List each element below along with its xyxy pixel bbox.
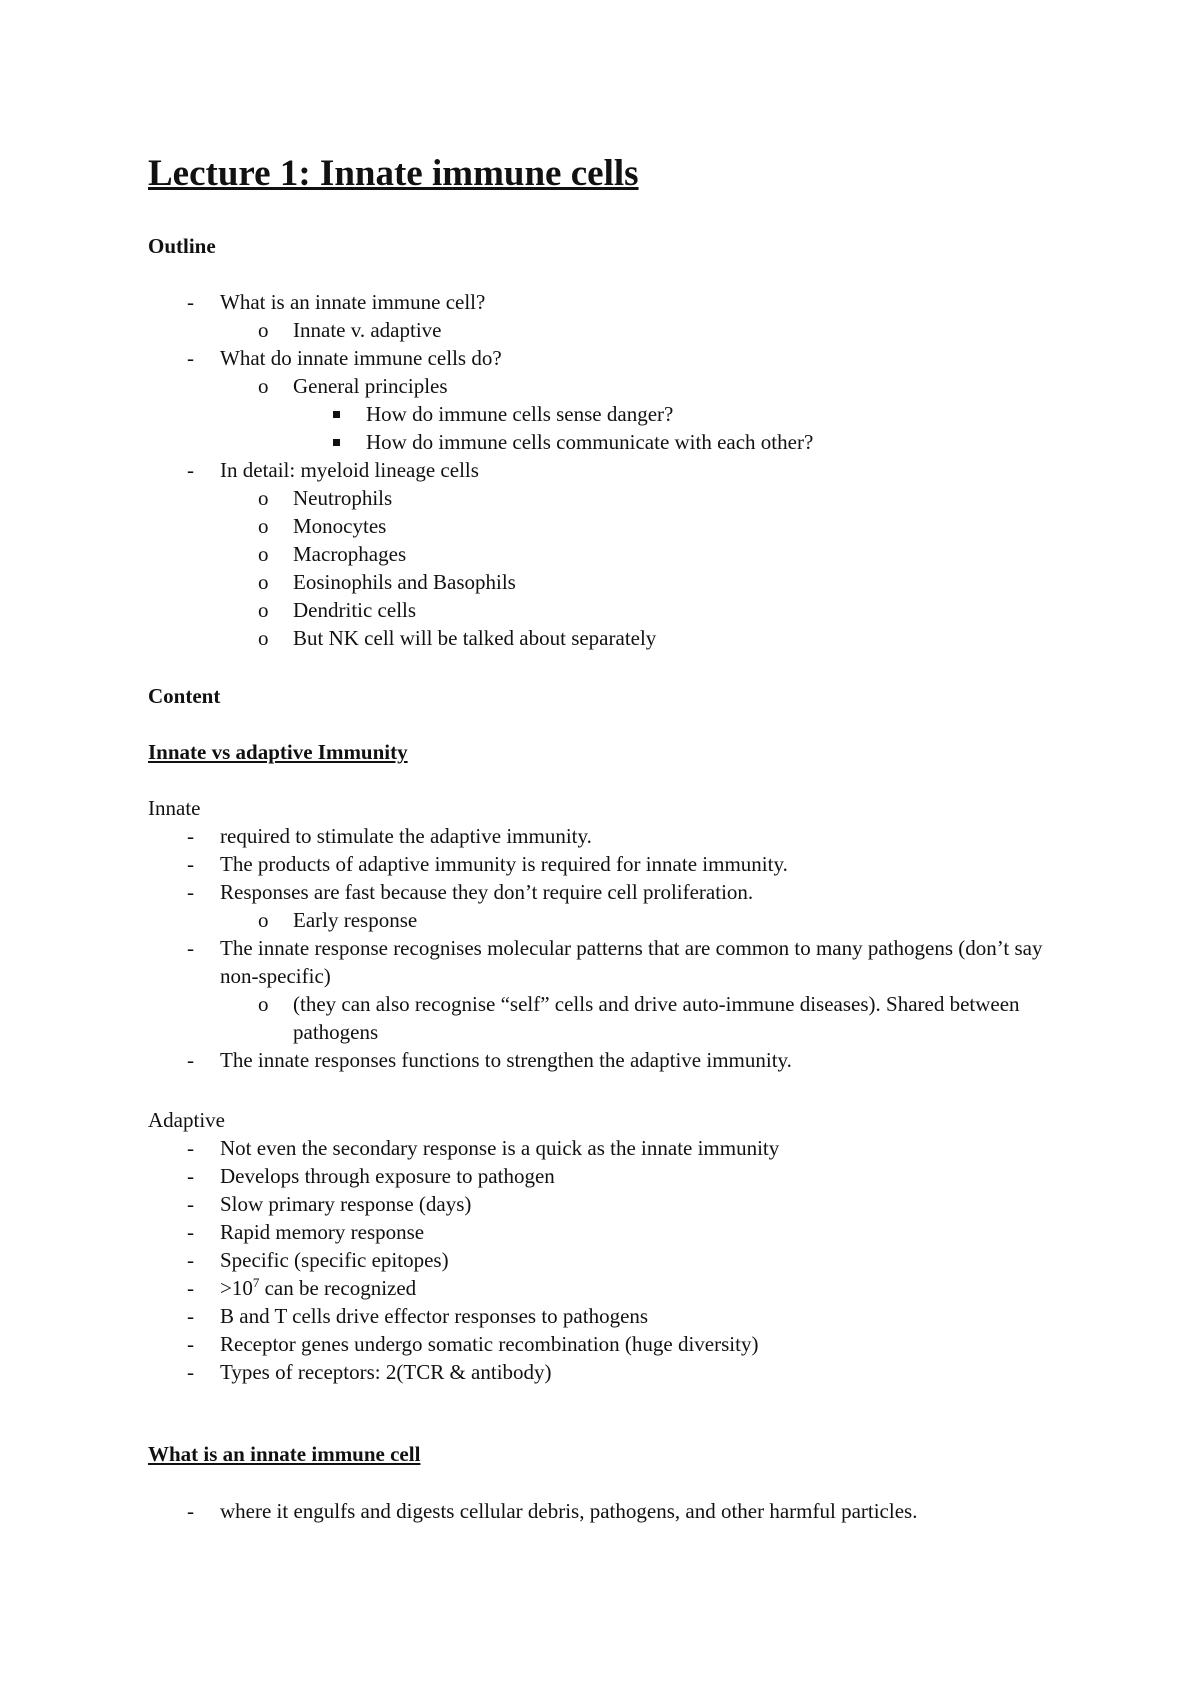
- dash-bullet-icon: -: [187, 1499, 194, 1523]
- list-item: [0, 344, 1200, 372]
- dash-bullet-icon: -: [187, 1164, 194, 1188]
- circle-bullet-icon: o: [258, 626, 269, 650]
- dash-bullet-icon: -: [187, 1332, 194, 1356]
- list-item-text: What do innate immune cells do?: [220, 346, 502, 370]
- circle-bullet-icon: o: [258, 570, 269, 594]
- list-item: [0, 596, 1200, 624]
- list-item: [0, 540, 1200, 568]
- circle-bullet-icon: o: [258, 486, 269, 510]
- list-item-text: How do immune cells communicate with each other?: [366, 430, 814, 454]
- list-item-text: Not even the secondary response is a quick as the innate immunity: [220, 1136, 780, 1160]
- list-item: [0, 624, 1200, 652]
- list-item-text: How do immune cells sense danger?: [366, 402, 674, 426]
- list-item-text: In detail: myeloid lineage cells: [220, 458, 479, 482]
- list-item: [0, 1046, 1200, 1074]
- dash-bullet-icon: -: [187, 1304, 194, 1328]
- innate-cell-heading: What is an innate immune cell: [148, 1442, 421, 1466]
- list-item-text: Specific (specific epitopes): [220, 1248, 449, 1272]
- list-item-text: Rapid memory response: [220, 1220, 425, 1244]
- dash-bullet-icon: -: [187, 290, 194, 314]
- list-item: [0, 878, 1200, 906]
- dash-bullet-icon: -: [187, 458, 194, 482]
- dash-bullet-icon: -: [187, 1136, 194, 1160]
- list-item: [0, 316, 1200, 344]
- list-item: [0, 906, 1200, 934]
- adaptive-list: [0, 1134, 1200, 1386]
- list-item-text-after: can be recognized: [259, 1276, 417, 1300]
- list-item-text: But NK cell will be talked about separately: [293, 626, 657, 650]
- list-item-text: B and T cells drive effector responses to pathogens: [220, 1304, 649, 1328]
- list-item: [0, 1330, 1200, 1358]
- list-item: [0, 822, 1200, 850]
- dash-bullet-icon: -: [187, 1192, 194, 1216]
- dash-bullet-icon: -: [187, 1048, 194, 1072]
- list-item: [0, 1358, 1200, 1386]
- circle-bullet-icon: o: [258, 514, 269, 538]
- list-item: [0, 1218, 1200, 1246]
- circle-bullet-icon: o: [258, 374, 269, 398]
- circle-bullet-icon: o: [258, 542, 269, 566]
- dash-bullet-icon: -: [187, 1276, 194, 1300]
- list-item: [0, 568, 1200, 596]
- list-item-text: Develops through exposure to pathogen: [220, 1164, 555, 1188]
- dash-bullet-icon: -: [187, 824, 194, 848]
- page-title: Lecture 1: Innate immune cells: [148, 153, 639, 194]
- circle-bullet-icon: o: [258, 908, 269, 932]
- list-item-text: Early response: [293, 908, 418, 932]
- list-item: [0, 512, 1200, 540]
- list-item: [0, 934, 1050, 990]
- adaptive-label: Adaptive: [148, 1108, 225, 1132]
- list-item: [0, 990, 1053, 1046]
- circle-bullet-icon: o: [258, 992, 269, 1016]
- list-item-text: Receptor genes undergo somatic recombination (huge diversity): [220, 1332, 759, 1356]
- square-bullet-icon: [333, 439, 340, 446]
- list-item-text: >10: [220, 1276, 253, 1300]
- list-item: [0, 1497, 1050, 1525]
- list-item: [0, 1274, 1200, 1302]
- list-item: [0, 484, 1200, 512]
- list-item: [0, 456, 1200, 484]
- list-item: [0, 850, 1200, 878]
- list-item: [0, 1190, 1200, 1218]
- list-item: [0, 1162, 1200, 1190]
- list-item-text: What is an innate immune cell?: [220, 290, 486, 314]
- list-item-text: Responses are fast because they don’t require cell proliferation.: [220, 880, 754, 904]
- list-item-text: Macrophages: [293, 542, 407, 566]
- list-item: [0, 372, 1200, 400]
- square-bullet-icon: [333, 411, 340, 418]
- dash-bullet-icon: -: [187, 936, 194, 960]
- dash-bullet-icon: -: [187, 1248, 194, 1272]
- list-item: [0, 1134, 1200, 1162]
- list-item-text: where it engulfs and digests cellular debris, pathogens, and other harmful particles.: [220, 1499, 918, 1523]
- list-item: [0, 428, 1200, 456]
- list-item: [0, 400, 1200, 428]
- dash-bullet-icon: -: [187, 346, 194, 370]
- innate-label: Innate: [148, 796, 201, 820]
- list-item: [0, 1246, 1200, 1274]
- list-item: [0, 288, 1200, 316]
- outline-list: [0, 288, 1200, 652]
- list-item-text: Types of receptors: 2(TCR & antibody): [220, 1360, 552, 1384]
- dash-bullet-icon: -: [187, 1360, 194, 1384]
- list-item-text: Dendritic cells: [293, 598, 417, 622]
- dash-bullet-icon: -: [187, 1220, 194, 1244]
- list-item-text: Monocytes: [293, 514, 387, 538]
- list-item-text: (they can also recognise “self” cells and drive auto-immune diseases). Shared between pathogens: [293, 992, 1020, 1044]
- list-item-text: required to stimulate the adaptive immunity.: [220, 824, 592, 848]
- outline-heading: Outline: [148, 234, 216, 258]
- innate-list: [0, 822, 1200, 1074]
- list-item-text: Eosinophils and Basophils: [293, 570, 516, 594]
- superscript: 7: [252, 1275, 260, 1290]
- dash-bullet-icon: -: [187, 880, 194, 904]
- innate-vs-adaptive-heading: Innate vs adaptive Immunity: [148, 740, 408, 764]
- list-item-text: Slow primary response (days): [220, 1192, 472, 1216]
- list-item-text: General principles: [293, 374, 448, 398]
- circle-bullet-icon: o: [258, 318, 269, 342]
- list-item-text: Neutrophils: [293, 486, 393, 510]
- circle-bullet-icon: o: [258, 598, 269, 622]
- innate-cell-list: [0, 1497, 1200, 1525]
- content-heading: Content: [148, 684, 221, 708]
- list-item-text: Innate v. adaptive: [293, 318, 442, 342]
- list-item-text: The innate responses functions to strengthen the adaptive immunity.: [220, 1048, 792, 1072]
- dash-bullet-icon: -: [187, 852, 194, 876]
- list-item-text: The innate response recognises molecular patterns that are common to many pathogens (don’t say non-specific): [220, 936, 1043, 988]
- list-item-text: The products of adaptive immunity is required for innate immunity.: [220, 852, 788, 876]
- list-item: [0, 1302, 1200, 1330]
